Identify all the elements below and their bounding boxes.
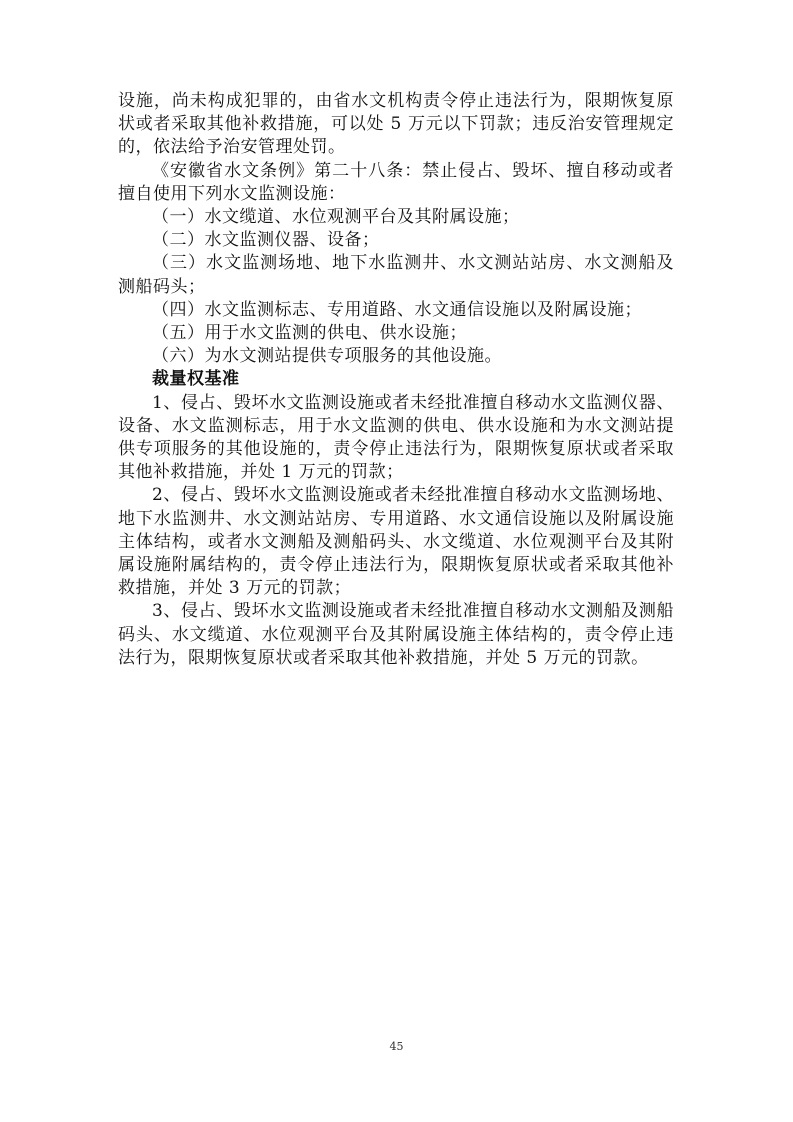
- paragraph-article-28: 《安徽省水文条例》第二十八条：禁止侵占、毁坏、擅自移动或者擅自使用下列水文监测设施：: [118, 160, 674, 204]
- list-item-6: （六）为水文测站提供专项服务的其他设施。: [152, 346, 502, 367]
- rule-item-1: 1、侵占、毁坏水文监测设施或者未经批准擅自移动水文监测仪器、设备、水文监测标志，用于水文监测的供电、供水设施和为水文测站提供专项服务的其他设施的，责令停止违法行为，限期恢复原状或者采取其他补救措施，并处 1 万元的罚款；: [118, 392, 674, 483]
- page-number: 45: [389, 1040, 404, 1053]
- list-item-1: （一）水文缆道、水位观测平台及其附属设施；: [152, 207, 520, 228]
- list-item-4: （四）水文监测标志、专用道路、水文通信设施以及附属设施；: [152, 299, 642, 320]
- list-item-5: （五）用于水文监测的供电、供水设施；: [152, 323, 467, 344]
- document-body: [118, 90, 674, 670]
- section-heading: 裁量权基准: [152, 369, 240, 390]
- list-item-3: （三）水文监测场地、地下水监测井、水文测站站房、水文测船及测船码头；: [118, 253, 674, 297]
- list-item-2: （二）水文监测仪器、设备；: [152, 230, 380, 251]
- paragraph-continuation: 设施，尚未构成犯罪的，由省水文机构责令停止违法行为，限期恢复原状或者采取其他补救措施，可以处 5 万元以下罚款；违反治安管理规定的，依法给予治安管理处罚。: [118, 91, 674, 158]
- rule-item-2: 2、侵占、毁坏水文监测设施或者未经批准擅自移动水文监测场地、地下水监测井、水文测站站房、专用道路、水文通信设施以及附属设施主体结构，或者水文测船及测船码头、水文缆道、水位观测平台及其附属设施附属结构的，责令停止违法行为，限期恢复原状或者采取其他补救措施，并处 3 万元的罚款；: [118, 485, 674, 599]
- rule-item-3: 3、侵占、毁坏水文监测设施或者未经批准擅自移动水文测船及测船码头、水文缆道、水位观测平台及其附属设施主体结构的，责令停止违法行为，限期恢复原状或者采取其他补救措施，并处 5 万元的罚款。: [118, 601, 674, 668]
